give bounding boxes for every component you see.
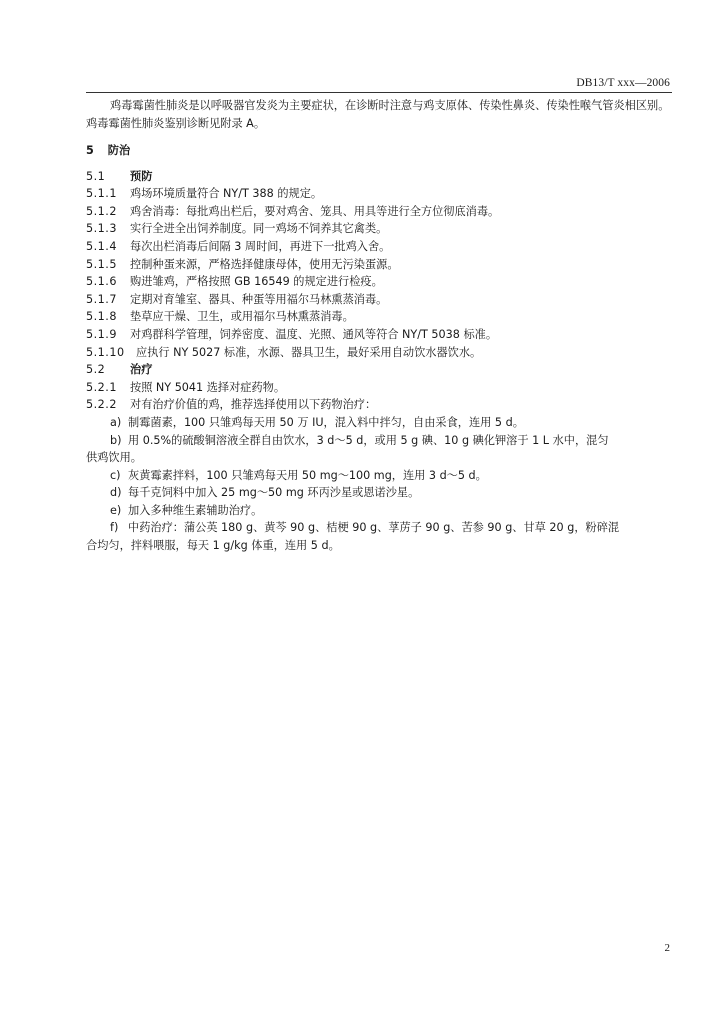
list-item-b: b) 用 0.5%的硫酸铜溶液全群自由饮水，3 d～5 d，或用 5 g 碘、10 g 碘化钾溶于 1 L 水中，混匀 — [110, 433, 609, 447]
section-5-2-heading — [86, 361, 676, 379]
section-5-heading — [86, 142, 676, 160]
clause-5-1-4: 5.1.4 每次出栏消毒后间隔 3 周时间，再进下一批鸡入舍。 — [86, 239, 391, 253]
document-body — [86, 97, 676, 555]
clause-5-1-2: 5.1.2 鸡舍消毒：每批鸡出栏后，要对鸡舍、笼具、用具等进行全方位彻底消毒。 — [86, 204, 500, 218]
clause-5-1-5: 5.1.5 控制种蛋来源，严格选择健康母体，使用无污染蛋源。 — [86, 257, 399, 271]
list-item-e: e) 加入多种维生素辅助治疗。 — [110, 503, 263, 517]
clause-5-1-9: 5.1.9 对鸡群科学管理，饲养密度、温度、光照、通风等符合 NY/T 5038 标准。 — [86, 327, 498, 341]
list-item-f: f) 中药治疗：蒲公英 180 g、黄芩 90 g、桔梗 90 g、莩苈子 90 g、苦参 90 g、甘草 20 g，粉碎混 — [110, 521, 620, 535]
document-code: DB13/T xxx—2006 — [576, 77, 670, 89]
section-5-2-number: 5.2 — [86, 363, 106, 377]
section-5-1-title: 预防 — [130, 169, 153, 183]
clause-5-1-3: 5.1.3 实行全进全出饲养制度。同一鸡场不饲养其它禽类。 — [86, 222, 388, 236]
list-item-d: d) 每千克饲料中加入 25 mg～50 mg 环丙沙星或恩诺沙星。 — [110, 486, 420, 500]
section-5-number: 5 — [86, 144, 94, 157]
clause-5-1-6: 5.1.6 购进雏鸡，严格按照 GB 16549 的规定进行检疫。 — [86, 275, 383, 289]
list-item-f-continued: 合均匀，拌料喂服，每天 1 g/kg 体重，连用 5 d。 — [86, 539, 340, 553]
spacer — [86, 133, 676, 142]
page-number: 2 — [664, 942, 670, 954]
clause-5-2-2: 5.2.2 对有治疗价值的鸡，推荐选择使用以下药物治疗： — [86, 398, 377, 412]
list-item-c: c) 灰黄霉素拌料，100 只雏鸡每天用 50 mg～100 mg，连用 3 d～5 d。 — [110, 468, 487, 482]
list-item-b-continued: 供鸡饮用。 — [86, 451, 142, 465]
section-5-title: 防治 — [107, 144, 131, 157]
clause-5-1-7: 5.1.7 定期对育雏室、器具、种蛋等用福尔马林熏蒸消毒。 — [86, 292, 388, 306]
section-5-2-title: 治疗 — [130, 363, 153, 377]
clause-5-1-10: 5.1.10 应执行 NY 5027 标准，水源、器具卫生，最好采用自动饮水器饮水。 — [86, 345, 482, 359]
clause-5-1-8: 5.1.8 垫草应干燥、卫生，或用福尔马林熏蒸消毒。 — [86, 310, 354, 324]
header-rule — [86, 92, 672, 93]
clause-5-2-1: 5.2.1 按照 NY 5041 选择对症药物。 — [86, 380, 286, 394]
clause-5-1-1: 5.1.1 鸡场环境质量符合 NY/T 388 的规定。 — [86, 187, 323, 201]
section-5-1-number: 5.1 — [86, 169, 106, 183]
list-item-a: a) 制霉菌素，100 只雏鸡每天用 50 万 IU，混入料中拌匀，自由采食，连用 5 d。 — [110, 415, 524, 429]
intro-paragraph: 鸡毒霉菌性肺炎是以呼吸器官发炎为主要症状，在诊断时注意与鸡支原体、传染性鼻炎、传染性喉气管炎相区别。鸡毒霉菌性肺炎鉴别诊断见附录 A。 — [86, 99, 670, 130]
section-5-1-heading — [86, 168, 676, 186]
